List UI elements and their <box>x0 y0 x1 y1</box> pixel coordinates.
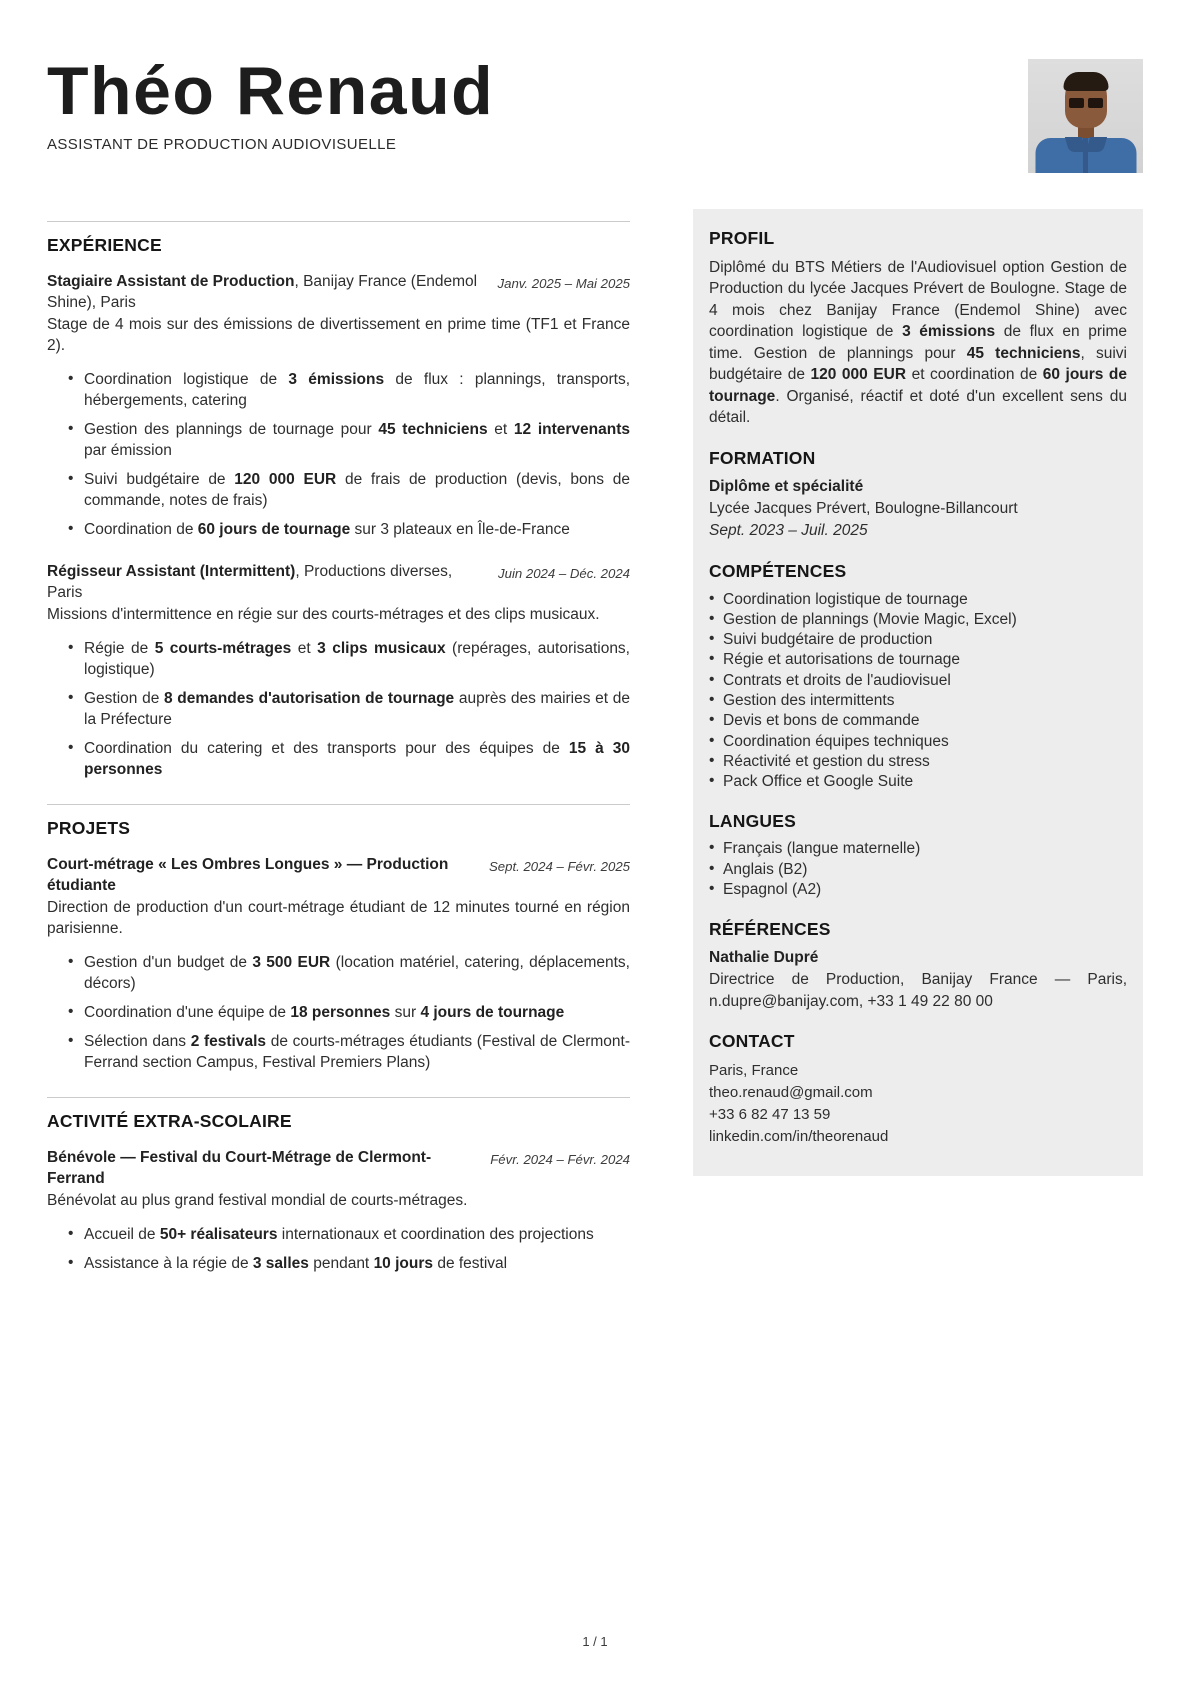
competences-list <box>709 590 1127 792</box>
langues-list <box>709 839 1127 899</box>
bullet-item: • Suivi budgétaire de 120 000 EUR de frais de production (devis, bons de commande, notes de frais) <box>68 469 630 511</box>
langue-item: • Anglais (B2) <box>709 860 1127 880</box>
photo-shirt <box>1035 138 1136 173</box>
competence-item: • Réactivité et gestion du stress <box>709 752 1127 772</box>
contact-email: theo.renaud@gmail.com <box>709 1083 873 1101</box>
competence-item: • Devis et bons de commande <box>709 711 1127 731</box>
reference-details: Directrice de Production, Banijay France — Paris, n.dupre@banijay.com, +33 1 49 22 80 00 <box>709 971 1127 1010</box>
competence-item: • Coordination logistique de tournage <box>709 590 1127 610</box>
entry-summary: Stage de 4 mois sur des émissions de divertissement en prime time (TF1 et France 2). <box>47 316 630 354</box>
bullet-item: • Accueil de 50+ réalisateurs internationaux et coordination des projections <box>68 1224 630 1245</box>
entry-title: Court-métrage « Les Ombres Longues » — Production étudiante <box>47 856 449 894</box>
profile-photo <box>1028 59 1143 173</box>
entry-title: Stagiaire Assistant de Production, Banijay France (Endemol Shine), Paris <box>47 273 478 311</box>
competence-item: • Suivi budgétaire de production <box>709 630 1127 650</box>
entry-summary: Direction de production d'un court-métrage étudiant de 12 minutes tourné en région parisienne. <box>47 899 630 937</box>
contact-phone: +33 6 82 47 13 59 <box>709 1105 831 1123</box>
entry-date: Févr. 2024 – Févr. 2024 <box>490 1152 630 1167</box>
entry-bullet-list <box>68 638 630 780</box>
entry-date: Juin 2024 – Déc. 2024 <box>498 566 630 581</box>
page-number: 1 / 1 <box>582 1634 608 1649</box>
formation-school: Lycée Jacques Prévert, Boulogne-Billancourt <box>709 500 1018 517</box>
experience-entry-1 <box>47 271 630 540</box>
person-name: Théo Renaud <box>47 53 495 129</box>
entry-bullet-list <box>68 369 630 540</box>
formation-degree: Diplôme et spécialité <box>709 478 864 495</box>
bullet-item: • Sélection dans 2 festivals de courts-métrages étudiants (Festival de Clermont-Ferrand section Campus, Festival Premiers Plans) <box>68 1031 630 1073</box>
entry-head <box>47 561 630 603</box>
reference-name: Nathalie Dupré <box>709 949 819 967</box>
bullet-item: • Coordination logistique de 3 émissions de flux : plannings, transports, hébergements, catering <box>68 369 630 411</box>
extracurricular-entry-1 <box>47 1147 630 1274</box>
entry-head <box>47 854 630 896</box>
bullet-item: • Gestion d'un budget de 3 500 EUR (location matériel, catering, déplacements, décors) <box>68 952 630 994</box>
langue-item: • Espagnol (A2) <box>709 880 1127 900</box>
main-column <box>47 209 630 1282</box>
bullet-item: • Coordination du catering et des transports pour des équipes de 15 à 30 personnes <box>68 738 630 780</box>
sidebar-heading-formation: FORMATION <box>709 447 816 468</box>
bullet-item: • Gestion de 8 demandes d'autorisation de tournage auprès des mairies et de la Préfecture <box>68 688 630 730</box>
section-heading-experience: EXPÉRIENCE <box>47 235 162 255</box>
profil-text: Diplômé du BTS Métiers de l'Audiovisuel option Gestion de Production du lycée Jacques Prévert de Boulogne. Stage de 4 mois chez Banijay France (Endemol Shine) avec coordination logistique de 3 émissions de flux en prime time. Gestion de plannings pour 45 techniciens, suivi budgétaire de 120 000 EUR et coordination de 60 jours de tournage. Organisé, réactif et doté d'un excellent sens du détail. <box>709 258 1128 426</box>
experience-entry-2 <box>47 561 630 780</box>
header <box>0 0 1190 173</box>
section-projects <box>47 804 630 1073</box>
contact-location: Paris, France <box>709 1061 799 1079</box>
sidebar-panel <box>693 209 1143 1176</box>
section-divider <box>47 1097 630 1098</box>
person-job-title: ASSISTANT DE PRODUCTION AUDIOVISUELLE <box>47 135 397 153</box>
entry-title: Régisseur Assistant (Intermittent), Productions diverses, Paris <box>47 563 453 601</box>
sidebar-heading-competences: COMPÉTENCES <box>709 561 847 581</box>
section-divider <box>47 804 630 805</box>
competence-item: • Régie et autorisations de tournage <box>709 650 1127 670</box>
header-identity <box>47 53 495 153</box>
section-heading-extracurricular: ACTIVITÉ EXTRA-SCOLAIRE <box>47 1111 292 1131</box>
entry-summary: Missions d'intermittence en régie sur des courts-métrages et des clips musicaux. <box>47 606 600 623</box>
photo-glasses <box>1069 98 1103 108</box>
bullet-item: • Coordination d'une équipe de 18 personnes sur 4 jours de tournage <box>68 1002 630 1023</box>
entry-summary: Bénévolat au plus grand festival mondial de courts-métrages. <box>47 1192 468 1209</box>
bullet-item: • Gestion des plannings de tournage pour 45 techniciens et 12 intervenants par émission <box>68 419 630 461</box>
competence-item: • Coordination équipes techniques <box>709 732 1127 752</box>
section-extracurricular <box>47 1097 630 1274</box>
bullet-item: • Assistance à la régie de 3 salles pendant 10 jours de festival <box>68 1253 630 1274</box>
content-columns <box>0 209 1190 1282</box>
sidebar-heading-contact: CONTACT <box>709 1031 795 1052</box>
competence-item: • Pack Office et Google Suite <box>709 772 1127 792</box>
contact-linkedin: linkedin.com/in/theorenaud <box>709 1127 889 1145</box>
entry-head <box>47 1147 630 1189</box>
entry-head <box>47 271 630 313</box>
sidebar-heading-profil: PROFIL <box>709 228 775 248</box>
entry-date: Sept. 2024 – Févr. 2025 <box>488 859 630 874</box>
competence-item: • Contrats et droits de l'audiovisuel <box>709 671 1127 691</box>
competence-item: • Gestion des intermittents <box>709 691 1127 711</box>
competence-item: • Gestion de plannings (Movie Magic, Excel) <box>709 610 1127 630</box>
sidebar-heading-langues: LANGUES <box>709 810 796 831</box>
entry-title: Bénévole — Festival du Court-Métrage de Clermont-Ferrand <box>47 1149 432 1187</box>
langue-item: • Français (langue maternelle) <box>709 839 1127 859</box>
entry-bullet-list <box>68 952 630 1073</box>
bullet-item: • Coordination de 60 jours de tournage sur 3 plateaux en Île-de-France <box>68 519 630 540</box>
formation-dates: Sept. 2023 – Juil. 2025 <box>709 522 868 539</box>
entry-bullet-list <box>68 1224 630 1274</box>
photo-hair <box>1063 72 1108 91</box>
entry-date: Janv. 2025 – Mai 2025 <box>497 276 630 291</box>
section-heading-projects: PROJETS <box>47 818 131 838</box>
bullet-item: • Régie de 5 courts-métrages et 3 clips musicaux (repérages, autorisations, logistique) <box>68 638 630 680</box>
project-entry-1 <box>47 854 630 1073</box>
sidebar-heading-references: RÉFÉRENCES <box>709 918 831 939</box>
section-divider <box>47 221 630 222</box>
section-experience <box>47 221 630 780</box>
